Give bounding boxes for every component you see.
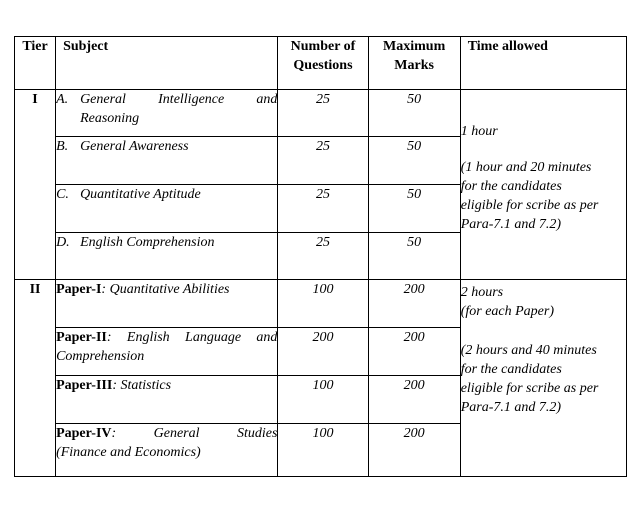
subject-cell: [56, 185, 278, 233]
subject-text: Quantitative Abilities: [109, 282, 230, 297]
header-max-l1: Maximum: [383, 39, 446, 54]
subject-word: Intelligence: [158, 92, 225, 107]
time-main: 2 hours: [460, 285, 504, 300]
questions-cell: 100: [278, 424, 368, 477]
paper-label: Paper-III: [56, 378, 113, 393]
paper-sep: :: [111, 426, 117, 441]
header-number-of-questions: [278, 37, 368, 90]
time-note-line: Para-7.1 and 7.2): [460, 400, 562, 415]
subject-line2: Comprehension: [56, 349, 145, 364]
header-num-l2: Questions: [293, 58, 353, 73]
paper-sep: :: [106, 330, 112, 345]
subject-line2: (Finance and Economics): [56, 445, 201, 460]
questions-cell: 25: [278, 137, 368, 185]
marks-cell: 50: [368, 185, 460, 233]
marks-cell: 200: [368, 424, 460, 477]
paper-sep: :: [112, 378, 117, 393]
header-maximum-marks: [368, 37, 460, 90]
questions-cell: 25: [278, 90, 368, 137]
exam-scheme-table: [14, 36, 627, 477]
subject-text: Quantitative Aptitude: [80, 187, 201, 202]
subject-cell: [56, 90, 278, 137]
subject-cell: [56, 233, 278, 280]
marks-cell: 200: [368, 328, 460, 376]
marks-cell: 200: [368, 280, 460, 328]
marks-cell: 200: [368, 376, 460, 424]
questions-cell: 25: [278, 185, 368, 233]
subject-cell: [56, 137, 278, 185]
time-allowed-cell: [460, 90, 626, 280]
header-num-l1: Number of: [290, 39, 356, 54]
paper-label: Paper-IV: [56, 426, 112, 441]
table-row: [15, 90, 627, 137]
subject-text: General Awareness: [80, 139, 189, 154]
subject-letter: C.: [56, 187, 69, 202]
time-note-line: (1 hour and 20 minutes: [460, 160, 592, 175]
questions-cell: 100: [278, 376, 368, 424]
paper-label: Paper-II: [56, 330, 107, 345]
subject-word: General: [153, 426, 200, 441]
subject-letter: B.: [56, 139, 69, 154]
subject-text: English Comprehension: [80, 235, 215, 250]
subject-text: Statistics: [120, 378, 172, 393]
subject-word: English: [126, 330, 170, 345]
marks-cell: 50: [368, 233, 460, 280]
subject-cell: [56, 280, 278, 328]
header-max-l2: Marks: [394, 58, 434, 73]
time-note-line: eligible for scribe as per: [460, 198, 599, 213]
subject-word: General: [80, 92, 126, 107]
questions-cell: 100: [278, 280, 368, 328]
questions-cell: 25: [278, 233, 368, 280]
time-note-line: for the candidates: [460, 179, 562, 194]
marks-cell: 50: [368, 137, 460, 185]
subject-line2: Reasoning: [80, 111, 140, 126]
header-tier: Tier: [15, 37, 56, 90]
table-row: [15, 280, 627, 328]
subject-letter: D.: [56, 235, 70, 250]
subject-word: Studies: [236, 426, 278, 441]
subject-word: Language: [185, 330, 242, 345]
subject-cell: [56, 424, 278, 477]
time-main: 1 hour: [460, 124, 498, 139]
paper-sep: :: [101, 282, 107, 297]
subject-cell: [56, 328, 278, 376]
time-note-line: for the candidates: [460, 362, 562, 377]
time-sub: (for each Paper): [460, 304, 555, 319]
tier-label: II: [15, 280, 56, 477]
time-allowed-cell: [460, 280, 626, 477]
subject-letter: A.: [56, 92, 69, 107]
header-row: [15, 37, 627, 90]
paper-label: Paper-I: [56, 282, 102, 297]
time-note-line: eligible for scribe as per: [460, 381, 599, 396]
tier-label: I: [15, 90, 56, 280]
marks-cell: 50: [368, 90, 460, 137]
questions-cell: 200: [278, 328, 368, 376]
header-subject: Subject: [56, 37, 278, 90]
header-time-allowed: Time allowed: [460, 37, 626, 90]
subject-cell: [56, 376, 278, 424]
subject-word: and: [256, 92, 278, 107]
subject-word: and: [256, 330, 278, 345]
time-note-line: Para-7.1 and 7.2): [460, 217, 562, 232]
time-note-line: (2 hours and 40 minutes: [460, 343, 597, 358]
